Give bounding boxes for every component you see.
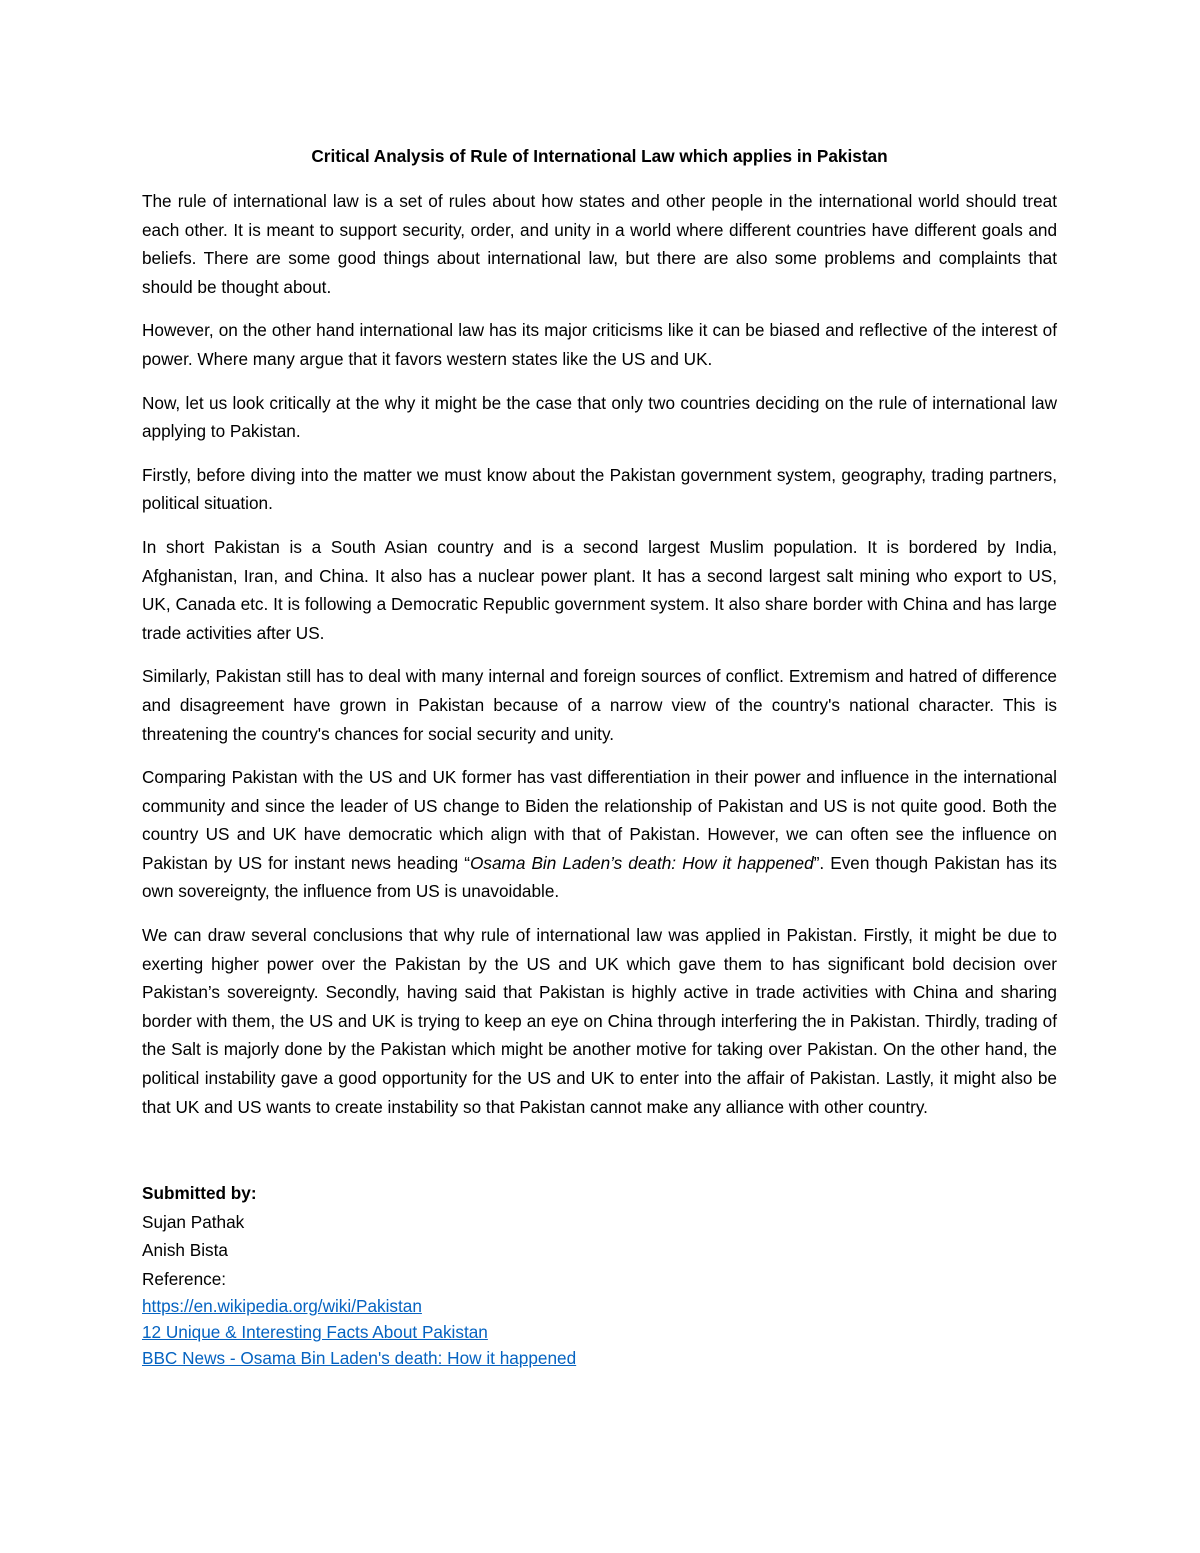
submitted-by-label: Submitted by: bbox=[142, 1183, 257, 1204]
author-name: Anish Bista bbox=[142, 1240, 228, 1261]
news-heading-quote: Osama Bin Laden’s death: How it happened bbox=[470, 852, 814, 873]
comparison-text-before: Comparing Pakistan with the US and UK former has vast differentiation in their power and influence in the international community and since the leader of US change to Biden the relationship of Pakistan and US is not quite good. Both the country US and UK have democratic which align with that of Pakistan. However, we can often see the influence on Pakistan by US for instant news heading “ bbox=[142, 767, 1057, 873]
reference-link-wikipedia[interactable]: https://en.wikipedia.org/wiki/Pakistan bbox=[142, 1296, 422, 1317]
reference-link-facts[interactable]: 12 Unique & Interesting Facts About Pakistan bbox=[142, 1322, 488, 1343]
paragraph-conclusion: We can draw several conclusions that why rule of international law was applied in Pakistan. Firstly, it might be due to exerting higher power over the Pakistan by the US and UK which gave them to has significant bold decision over Pakistan’s sovereignty. Secondly, having said that Pakistan is highly active in trade activities with China and sharing border with them, the US and UK is trying to keep an eye on China through interfering the in Pakistan. Thirdly, trading of the Salt is majorly done by the Pakistan which might be another motive for taking over Pakistan. On the other hand, the political instability gave a good opportunity for the US and UK to enter into the affair of Pakistan. Lastly, it might also be that UK and US wants to create instability so that Pakistan cannot make any alliance with other country. bbox=[142, 925, 1057, 1117]
reference-label: Reference: bbox=[142, 1268, 227, 1289]
comparison-text-after: ”. Even though Pakistan has its own sovereignty, the influence from US is unavoidable. bbox=[142, 852, 1057, 902]
author-name: Sujan Pathak bbox=[142, 1211, 245, 1232]
paragraph-intro: The rule of international law is a set of rules about how states and other people in the international world should treat each other. It is meant to support security, order, and unity in a world where different countries have different goals and beliefs. There are some good things about international law, but there are also some problems and complaints that should be thought about. bbox=[142, 191, 1057, 297]
reference-list bbox=[142, 1293, 1057, 1371]
paragraph-critical-look: Now, let us look critically at the why it might be the case that only two countries deciding on the rule of international law applying to Pakistan. bbox=[142, 392, 1057, 442]
paragraph-pakistan-overview: In short Pakistan is a South Asian country and is a second largest Muslim population. It is bordered by India, Afghanistan, Iran, and China. It also has a nuclear power plant. It has a second largest salt mining who export to US, UK, Canada etc. It is following a Democratic Republic government system. It also share border with China and has large trade activities after US. bbox=[142, 536, 1057, 643]
document-page bbox=[142, 142, 1057, 1371]
paragraph-background: Firstly, before diving into the matter we must know about the Pakistan government system, geography, trading partners, political situation. bbox=[142, 464, 1057, 514]
reference-link-bbc[interactable]: BBC News - Osama Bin Laden's death: How it happened bbox=[142, 1348, 577, 1369]
paragraph-criticisms: However, on the other hand international law has its major criticisms like it can be biased and reflective of the interest of power. Where many argue that it favors western states like the US and UK. bbox=[142, 320, 1057, 369]
document-title: Critical Analysis of Rule of International Law which applies in Pakistan bbox=[311, 146, 888, 166]
submission-block bbox=[142, 1179, 1057, 1293]
paragraph-comparison bbox=[142, 763, 1057, 906]
paragraph-conflict: Similarly, Pakistan still has to deal with many internal and foreign sources of conflict. Extremism and hatred of difference and disagreement have grown in Pakistan because of a narrow view of the country's national character. This is threatening the country's chances for social security and unity. bbox=[142, 666, 1057, 744]
